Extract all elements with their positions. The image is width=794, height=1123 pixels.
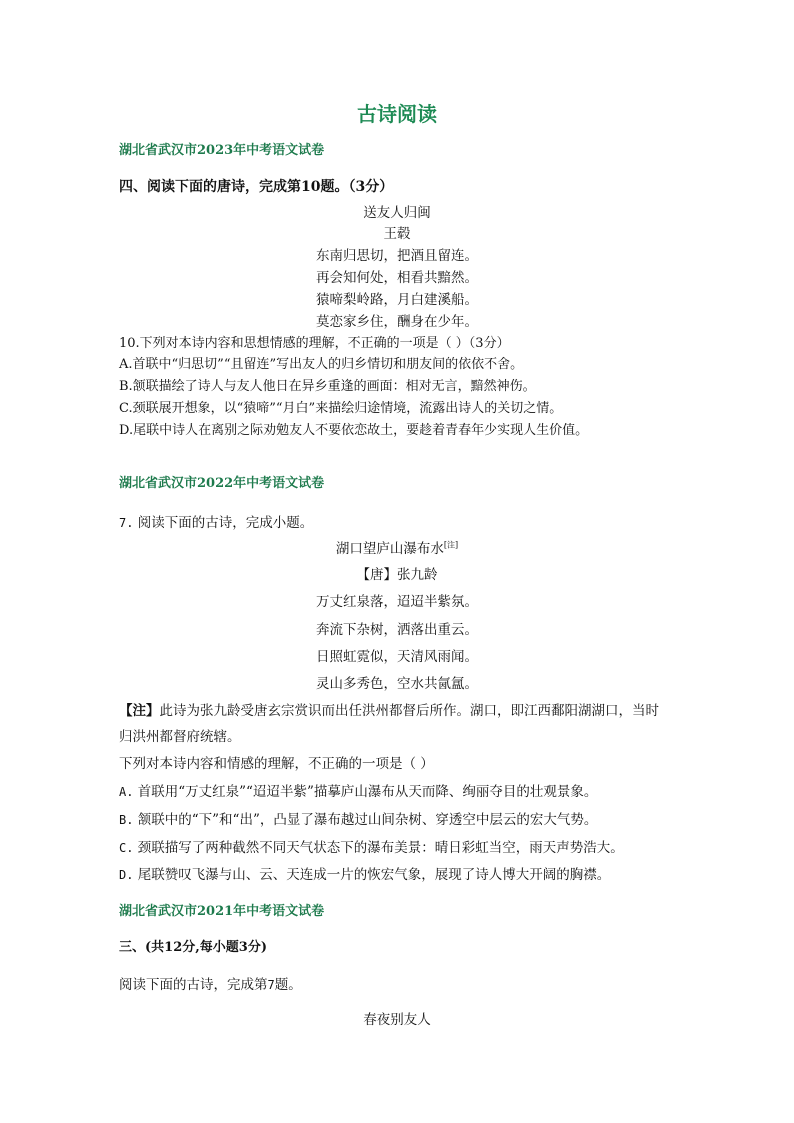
poem-title: 春夜别友人: [363, 1012, 431, 1028]
option-text: 颈联描写了两种截然不同天气状态下的瀑布美景：晴日彩虹当空，雨天声势浩大。: [137, 840, 624, 856]
option-text: 尾联赞叹飞瀑与山、云、天连成一片的恢宏气象，展现了诗人博大开阔的胸襟。: [137, 867, 611, 883]
question-stem: 下列对本诗内容和情感的理解，不正确的一项是（ ）: [119, 756, 434, 772]
question-number: 7.: [119, 516, 134, 530]
option-letter: A.: [119, 785, 134, 799]
poem-author: 【唐】张九龄: [356, 567, 438, 583]
option-text: 首联用“万丈红泉”“迢迢半紫”描摹庐山瀑布从天而降、绚丽夺目的壮观景象。: [137, 784, 598, 800]
question-intro: [119, 511, 313, 531]
poem-line: 万丈红泉落，迢迢半紫氛。: [316, 594, 478, 610]
question-intro: [119, 973, 302, 993]
question-number: 7: [267, 978, 275, 992]
option-a: A.首联中“归思切”“且留连”写出友人的归乡情切和朋友间的依依不舍。: [119, 357, 524, 372]
intro-text-end: 题。: [274, 977, 302, 993]
poem-note: [119, 699, 659, 719]
poem-line: 莫恋家乡住，酬身在少年。: [316, 314, 478, 330]
exam-source-2022: 湖北省武汉市2022年中考语文试卷: [119, 476, 325, 491]
option-a: [119, 780, 597, 800]
page-title: 古诗阅读: [357, 102, 437, 126]
question-intro-text: 阅读下面的古诗，完成小题。: [137, 515, 314, 531]
poem-line: 日照虹霓似，天清风雨闻。: [316, 649, 478, 665]
poem-line: 奔流下杂树，洒落出重云。: [316, 622, 478, 638]
poem-author: 王毂: [383, 226, 411, 242]
poem-title: 送友人归闽: [363, 205, 431, 221]
poem-title-text: 湖口望庐山瀑布水: [335, 541, 444, 557]
poem-line: 再会知何处，相看共黯然。: [316, 270, 478, 286]
option-d: D.尾联中诗人在离别之际劝勉友人不要依恋故土，要趁着青春年少实现人生价值。: [119, 423, 589, 438]
option-text: 颔联中的“下”和“出”，凸显了瀑布越过山间杂树、穿透空中层云的宏大气势。: [137, 812, 598, 828]
option-b: [119, 808, 597, 828]
poem-line: 东南归思切，把酒且留连。: [316, 248, 478, 264]
poem-line: 猿啼梨岭路，月白建溪船。: [316, 292, 478, 308]
question-heading-2021: 三、(共12分,每小题3分): [119, 940, 267, 955]
intro-text: 阅读下面的古诗，完成第: [119, 977, 268, 993]
poem-note-continued: 归洪州都督府统辖。: [119, 729, 241, 745]
option-b: B.颔联描绘了诗人与友人他日在异乡重逢的画面：相对无言，黯然神伤。: [119, 379, 536, 394]
note-text: 此诗为张九龄受唐玄宗赏识而出任洪州都督后所作。湖口，即江西鄱阳湖湖口，当时: [159, 703, 659, 719]
poem-line: 灵山多秀色，空水共氤氲。: [316, 676, 478, 692]
poem-title: [0, 537, 794, 557]
note-mark: 【注】: [119, 703, 160, 719]
option-c: [119, 836, 624, 856]
poem-note-marker: [注]: [443, 540, 459, 550]
exam-source-2021: 湖北省武汉市2021年中考语文试卷: [119, 904, 325, 919]
option-letter: D.: [119, 868, 134, 882]
question-heading-2023: 四、阅读下面的唐诗，完成第10题。（3分）: [119, 179, 394, 195]
option-c: C.颈联展开想象，以“猿啼”“月白”来描绘归途情境，流露出诗人的关切之情。: [119, 401, 563, 416]
option-d: [119, 863, 610, 883]
option-letter: C.: [119, 841, 134, 855]
exam-source-2023: 湖北省武汉市2023年中考语文试卷: [119, 143, 325, 158]
question-stem: 10.下列对本诗内容和思想情感的理解，不正确的一项是（ ）（3分）: [119, 336, 510, 351]
option-letter: B.: [119, 813, 134, 827]
